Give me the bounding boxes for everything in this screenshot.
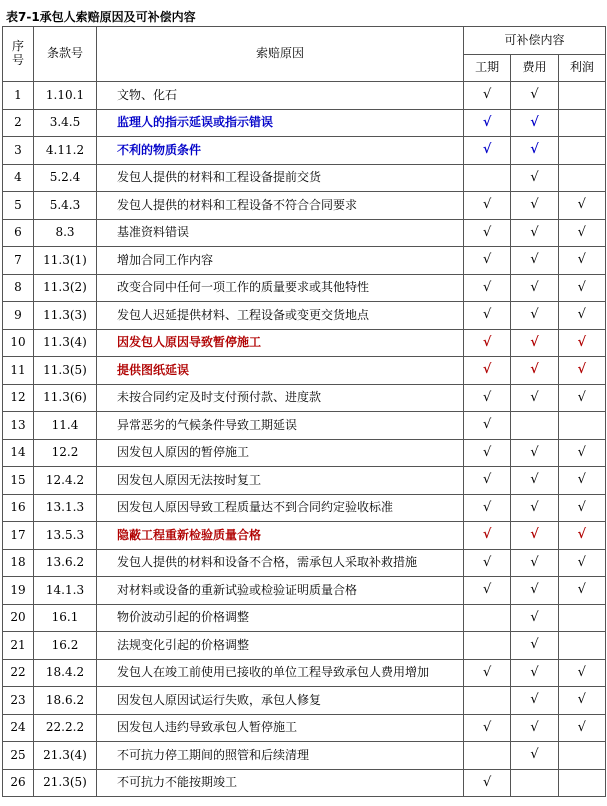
row-profit-mark: [558, 742, 605, 770]
table-row: [3, 137, 606, 165]
row-time-mark: √: [464, 769, 511, 797]
table-row: [3, 742, 606, 770]
row-reason: 发包人迟延提供材料、工程设备或变更交货地点: [97, 302, 464, 330]
row-clause: 12.4.2: [34, 467, 97, 495]
row-cost-mark: √: [511, 687, 558, 715]
row-time-mark: √: [464, 714, 511, 742]
header-reason: 索赔原因: [97, 27, 464, 82]
row-profit-mark: √: [558, 687, 605, 715]
header-compensable: 可补偿内容: [464, 27, 606, 55]
header-time: 工期: [464, 55, 511, 82]
row-profit-mark: [558, 632, 605, 660]
row-clause: 8.3: [34, 219, 97, 247]
row-clause: 21.3(4): [34, 742, 97, 770]
row-reason: 对材料或设备的重新试验或检验证明质量合格: [97, 577, 464, 605]
row-time-mark: √: [464, 109, 511, 137]
row-profit-mark: √: [558, 659, 605, 687]
row-reason: 不利的物质条件: [97, 137, 464, 165]
row-number: 15: [3, 467, 34, 495]
table-row: [3, 604, 606, 632]
row-time-mark: √: [464, 329, 511, 357]
row-number: 1: [3, 82, 34, 110]
row-cost-mark: √: [511, 329, 558, 357]
row-time-mark: √: [464, 467, 511, 495]
row-cost-mark: √: [511, 714, 558, 742]
row-time-mark: √: [464, 384, 511, 412]
row-clause: 11.3(5): [34, 357, 97, 385]
row-reason: 因发包人违约导致承包人暂停施工: [97, 714, 464, 742]
row-profit-mark: √: [558, 357, 605, 385]
row-time-mark: √: [464, 439, 511, 467]
row-cost-mark: √: [511, 274, 558, 302]
row-time-mark: √: [464, 219, 511, 247]
row-profit-mark: [558, 164, 605, 192]
row-cost-mark: √: [511, 82, 558, 110]
row-clause: 11.4: [34, 412, 97, 440]
row-cost-mark: √: [511, 604, 558, 632]
row-clause: 11.3(1): [34, 247, 97, 275]
table-row: [3, 439, 606, 467]
table-row: [3, 632, 606, 660]
header-seq: [3, 27, 34, 82]
row-clause: 4.11.2: [34, 137, 97, 165]
row-cost-mark: √: [511, 549, 558, 577]
row-clause: 21.3(5): [34, 769, 97, 797]
row-cost-mark: √: [511, 384, 558, 412]
table-title: 表7-1承包人索赔原因及可补偿内容: [6, 10, 196, 24]
table-row: [3, 659, 606, 687]
row-cost-mark: √: [511, 109, 558, 137]
row-clause: 16.1: [34, 604, 97, 632]
row-number: 19: [3, 577, 34, 605]
row-reason: 因发包人原因导致工程质量达不到合同约定验收标准: [97, 494, 464, 522]
row-clause: 1.10.1: [34, 82, 97, 110]
row-number: 9: [3, 302, 34, 330]
row-clause: 13.5.3: [34, 522, 97, 550]
table-row: [3, 577, 606, 605]
row-reason: 基准资料错误: [97, 219, 464, 247]
row-profit-mark: [558, 82, 605, 110]
table-row: [3, 687, 606, 715]
row-number: 17: [3, 522, 34, 550]
row-cost-mark: √: [511, 577, 558, 605]
table-row: [3, 109, 606, 137]
row-reason: 因发包人原因的暂停施工: [97, 439, 464, 467]
table-row: [3, 357, 606, 385]
row-cost-mark: √: [511, 357, 558, 385]
row-number: 24: [3, 714, 34, 742]
row-number: 8: [3, 274, 34, 302]
row-time-mark: √: [464, 494, 511, 522]
row-number: 26: [3, 769, 34, 797]
row-number: 18: [3, 549, 34, 577]
row-reason: 不可抗力不能按期竣工: [97, 769, 464, 797]
row-clause: 5.4.3: [34, 192, 97, 220]
row-reason: 发包人提供的材料和工程设备不符合合同要求: [97, 192, 464, 220]
row-cost-mark: √: [511, 632, 558, 660]
row-cost-mark: √: [511, 137, 558, 165]
table-row: [3, 192, 606, 220]
row-cost-mark: √: [511, 439, 558, 467]
row-number: 21: [3, 632, 34, 660]
row-number: 20: [3, 604, 34, 632]
row-reason: 增加合同工作内容: [97, 247, 464, 275]
row-time-mark: √: [464, 82, 511, 110]
row-time-mark: [464, 604, 511, 632]
row-clause: 18.6.2: [34, 687, 97, 715]
row-clause: 22.2.2: [34, 714, 97, 742]
row-clause: 18.4.2: [34, 659, 97, 687]
row-clause: 11.3(4): [34, 329, 97, 357]
row-time-mark: √: [464, 137, 511, 165]
row-cost-mark: √: [511, 219, 558, 247]
header-cost: 费用: [511, 55, 558, 82]
row-profit-mark: √: [558, 329, 605, 357]
row-cost-mark: √: [511, 742, 558, 770]
row-profit-mark: √: [558, 522, 605, 550]
row-reason: 发包人在竣工前使用已接收的单位工程导致承包人费用增加: [97, 659, 464, 687]
row-reason: 发包人提供的材料和工程设备提前交货: [97, 164, 464, 192]
row-time-mark: √: [464, 274, 511, 302]
row-number: 23: [3, 687, 34, 715]
row-reason: 监理人的指示延误或指示错误: [97, 109, 464, 137]
row-reason: 提供图纸延误: [97, 357, 464, 385]
row-cost-mark: √: [511, 164, 558, 192]
row-clause: 13.6.2: [34, 549, 97, 577]
row-time-mark: √: [464, 357, 511, 385]
row-number: 14: [3, 439, 34, 467]
row-profit-mark: [558, 604, 605, 632]
row-clause: 11.3(2): [34, 274, 97, 302]
row-reason: 隐蔽工程重新检验质量合格: [97, 522, 464, 550]
row-time-mark: √: [464, 549, 511, 577]
row-clause: 13.1.3: [34, 494, 97, 522]
row-number: 3: [3, 137, 34, 165]
table-row: [3, 522, 606, 550]
row-cost-mark: √: [511, 522, 558, 550]
table-row: [3, 247, 606, 275]
table-row: [3, 549, 606, 577]
table-row: [3, 769, 606, 797]
table-row: [3, 219, 606, 247]
row-number: 11: [3, 357, 34, 385]
table-row: [3, 164, 606, 192]
row-clause: 5.2.4: [34, 164, 97, 192]
row-time-mark: √: [464, 577, 511, 605]
table-row: [3, 329, 606, 357]
row-time-mark: [464, 164, 511, 192]
header-seq-line2: 号: [11, 53, 24, 67]
row-reason: 改变合同中任何一项工作的质量要求或其他特性: [97, 274, 464, 302]
row-number: 10: [3, 329, 34, 357]
row-time-mark: [464, 742, 511, 770]
row-reason: 文物、化石: [97, 82, 464, 110]
row-clause: 12.2: [34, 439, 97, 467]
row-reason: 异常恶劣的气候条件导致工期延误: [97, 412, 464, 440]
row-profit-mark: √: [558, 274, 605, 302]
row-clause: 11.3(6): [34, 384, 97, 412]
row-reason: 物价波动引起的价格调整: [97, 604, 464, 632]
row-number: 6: [3, 219, 34, 247]
table-row: [3, 714, 606, 742]
row-time-mark: √: [464, 192, 511, 220]
table-row: [3, 302, 606, 330]
row-time-mark: √: [464, 247, 511, 275]
row-cost-mark: √: [511, 302, 558, 330]
row-profit-mark: √: [558, 247, 605, 275]
row-clause: 11.3(3): [34, 302, 97, 330]
row-reason: 因发包人原因无法按时复工: [97, 467, 464, 495]
row-profit-mark: √: [558, 494, 605, 522]
row-clause: 16.2: [34, 632, 97, 660]
table-body: [3, 82, 606, 797]
row-profit-mark: [558, 137, 605, 165]
row-profit-mark: [558, 769, 605, 797]
row-cost-mark: [511, 412, 558, 440]
row-number: 7: [3, 247, 34, 275]
table-row: [3, 274, 606, 302]
row-cost-mark: √: [511, 659, 558, 687]
table-row: [3, 494, 606, 522]
table-row: [3, 412, 606, 440]
row-profit-mark: √: [558, 439, 605, 467]
row-time-mark: [464, 632, 511, 660]
row-number: 13: [3, 412, 34, 440]
row-number: 22: [3, 659, 34, 687]
row-reason: 法规变化引起的价格调整: [97, 632, 464, 660]
row-reason: 发包人提供的材料和设备不合格，需承包人采取补救措施: [97, 549, 464, 577]
header-clause: 条款号: [34, 27, 97, 82]
row-profit-mark: [558, 412, 605, 440]
row-profit-mark: √: [558, 577, 605, 605]
row-number: 12: [3, 384, 34, 412]
row-cost-mark: √: [511, 494, 558, 522]
row-number: 5: [3, 192, 34, 220]
row-profit-mark: √: [558, 549, 605, 577]
header-profit: 利润: [558, 55, 605, 82]
row-number: 25: [3, 742, 34, 770]
row-profit-mark: [558, 109, 605, 137]
row-clause: 3.4.5: [34, 109, 97, 137]
table-row: [3, 467, 606, 495]
row-time-mark: √: [464, 659, 511, 687]
row-time-mark: [464, 687, 511, 715]
row-number: 16: [3, 494, 34, 522]
row-time-mark: √: [464, 522, 511, 550]
header-seq-line1: 序: [11, 39, 24, 54]
row-cost-mark: √: [511, 467, 558, 495]
row-reason: 不可抗力停工期间的照管和后续清理: [97, 742, 464, 770]
row-time-mark: √: [464, 302, 511, 330]
row-reason: 因发包人原因导致暂停施工: [97, 329, 464, 357]
row-time-mark: √: [464, 412, 511, 440]
row-reason: 未按合同约定及时支付预付款、进度款: [97, 384, 464, 412]
row-cost-mark: [511, 769, 558, 797]
claims-table: [2, 26, 606, 797]
row-profit-mark: √: [558, 714, 605, 742]
row-number: 4: [3, 164, 34, 192]
row-profit-mark: √: [558, 384, 605, 412]
row-clause: 14.1.3: [34, 577, 97, 605]
row-profit-mark: √: [558, 192, 605, 220]
row-profit-mark: √: [558, 219, 605, 247]
row-number: 2: [3, 109, 34, 137]
row-profit-mark: √: [558, 302, 605, 330]
row-cost-mark: √: [511, 247, 558, 275]
table-row: [3, 384, 606, 412]
row-cost-mark: √: [511, 192, 558, 220]
table-row: [3, 82, 606, 110]
row-profit-mark: √: [558, 467, 605, 495]
row-reason: 因发包人原因试运行失败，承包人修复: [97, 687, 464, 715]
